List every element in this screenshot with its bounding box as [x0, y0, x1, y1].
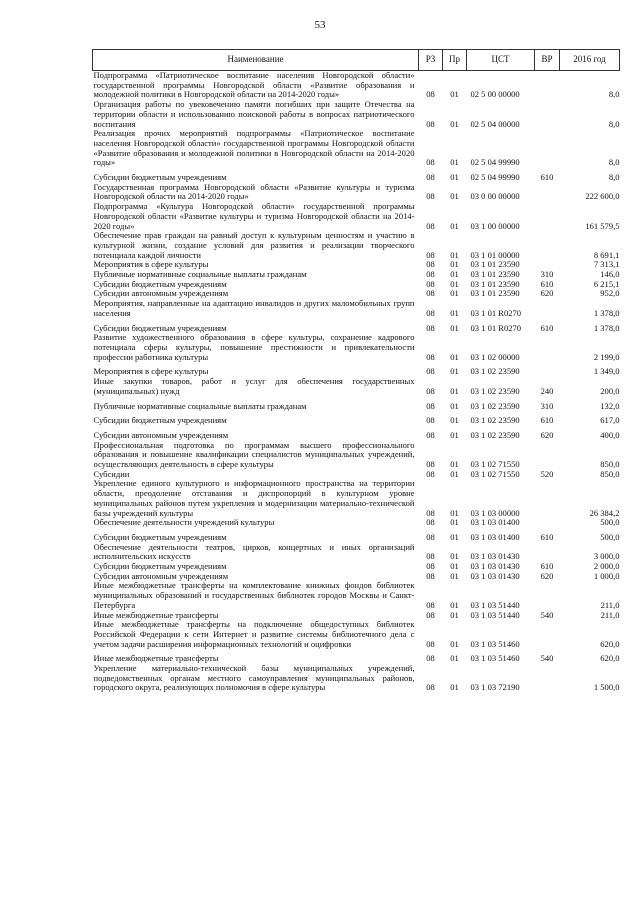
cell-sum: 617,0 [600, 415, 620, 426]
cell-pr: 01 [450, 638, 459, 649]
cell-sum: 500,0 [600, 531, 620, 542]
cell-cst: 03 1 01 00000 [470, 249, 520, 260]
cell-rz: 08 [426, 415, 435, 426]
cell-pr: 01 [450, 561, 459, 572]
cell-sum: 1 378,0 [593, 322, 620, 333]
cell-sum: 1 349,0 [593, 366, 620, 377]
table-row [93, 543, 620, 562]
cell-sum: 8,0 [608, 118, 620, 129]
table-row [93, 183, 620, 202]
header-rz: РЗ [419, 50, 443, 71]
table-row [93, 202, 620, 231]
cell-rz: 08 [426, 561, 435, 572]
cell-sum: 400,0 [600, 429, 620, 440]
cell-cst: 02 5 04 00000 [470, 118, 520, 129]
cell-pr: 01 [450, 517, 459, 528]
cell-cst: 03 1 03 01430 [470, 551, 520, 562]
cell-cst: 03 1 03 01430 [470, 570, 520, 581]
cell-pr: 01 [450, 322, 459, 333]
cell-pr: 01 [450, 599, 459, 610]
cell-name: Иные межбюджетные трансферты на подключение общедоступных библиотек Российской Федерации к сети Интернет и развитие системы библиотечного дела с учетом задачи расширения информационных технологий и оцифровки [93, 619, 415, 649]
cell-name: Иные межбюджетные трансферты на комплектование книжных фондов библиотек муниципальных образований и государственных библиотек городов Москвы и Санкт-Петербурга [93, 580, 415, 610]
cell-cst: 03 1 03 01430 [470, 561, 520, 572]
cell-cst: 03 1 01 23590 [470, 259, 520, 270]
cell-name: Иные межбюджетные трансферты [93, 609, 219, 620]
cell-cst: 03 1 03 51440 [470, 599, 520, 610]
cell-cst: 02 5 04 99990 [470, 172, 520, 183]
cell-vr [535, 664, 560, 693]
cell-rz: 08 [426, 249, 435, 260]
cell-pr: 01 [450, 415, 459, 426]
cell-cst: 03 1 02 23590 [470, 429, 520, 440]
cell-pr: 01 [450, 220, 459, 231]
cell-rz: 08 [426, 89, 435, 100]
cell-vr: 610 [540, 172, 554, 183]
cell-pr: 01 [450, 89, 459, 100]
budget-table [92, 49, 620, 693]
cell-sum: 132,0 [600, 400, 620, 411]
cell-vr: 240 [540, 385, 554, 396]
table-row [93, 620, 620, 649]
cell-rz: 08 [426, 638, 435, 649]
cell-sum: 620,0 [600, 653, 620, 664]
cell-name: Публичные нормативные социальные выплаты гражданам [93, 400, 307, 411]
table-row [93, 71, 620, 101]
cell-name: Государственная программа Новгородской области «Развитие культуры и туризма Новгородской области на 2014-2020 годы» [93, 181, 415, 202]
cell-cst: 03 1 03 01400 [470, 517, 520, 528]
cell-pr: 01 [450, 682, 459, 693]
cell-cst: 03 1 00 00000 [470, 220, 520, 231]
header-name: Наименование [93, 50, 419, 71]
cell-rz: 08 [426, 551, 435, 562]
cell-vr [535, 441, 560, 470]
table-body [93, 71, 620, 694]
cell-sum: 6 215,1 [593, 278, 620, 289]
cell-pr: 01 [450, 570, 459, 581]
table-row [93, 649, 620, 664]
cell-pr: 01 [450, 429, 459, 440]
cell-vr [535, 202, 560, 231]
cell-name: Обеспечение прав граждан на равный доступ к культурным ценностям и участию в культурной жизни, создание условий для развития и реализации творческого потенциала каждой личности [93, 230, 415, 260]
table-row [93, 426, 620, 441]
cell-cst: 03 1 02 00000 [470, 351, 520, 362]
cell-cst: 03 1 02 23590 [470, 366, 520, 377]
cell-cst: 03 1 01 R0270 [470, 322, 522, 333]
cell-vr: 520 [540, 468, 554, 479]
cell-rz: 08 [426, 429, 435, 440]
cell-sum: 500,0 [600, 517, 620, 528]
cell-vr [535, 479, 560, 518]
cell-name: Укрепление единого культурного и информационного пространства на территории области, преодоление отставания и диспропорций в культурном уровне муниципальных районов путем укрепления и модернизации материально-технической базы учреждений культуры [93, 478, 415, 518]
cell-rz: 08 [426, 653, 435, 664]
cell-cst: 03 1 02 71550 [470, 459, 520, 470]
cell-pr: 01 [450, 157, 459, 168]
cell-pr: 01 [450, 278, 459, 289]
cell-rz: 08 [426, 468, 435, 479]
cell-name: Организация работы по увековечению памяти погибших при защите Отечества на территории области и использованию поисковой работы в вопросах патриотического воспитания [93, 99, 415, 129]
header-sum: 2016 год [560, 50, 620, 71]
cell-sum: 26 384,2 [589, 507, 620, 518]
cell-vr [535, 183, 560, 202]
cell-rz: 08 [426, 682, 435, 693]
cell-pr: 01 [450, 609, 459, 620]
cell-vr: 610 [540, 322, 554, 333]
cell-rz: 08 [426, 288, 435, 299]
cell-pr: 01 [450, 249, 459, 260]
cell-pr: 01 [450, 385, 459, 396]
cell-name: Развитие художественного образования в сфере культуры, сохранение кадрового потенциала сферы культуры, повышение престижности и привлекательности профессии работника культуры [93, 332, 415, 362]
cell-cst: 03 1 01 23590 [470, 288, 520, 299]
cell-vr [535, 362, 560, 377]
cell-rz: 08 [426, 570, 435, 581]
cell-pr: 01 [450, 459, 459, 470]
cell-pr: 01 [450, 351, 459, 362]
header-cst: ЦСТ [467, 50, 535, 71]
cell-cst: 03 1 01 R0270 [470, 307, 522, 318]
cell-rz: 08 [426, 599, 435, 610]
cell-name: Иные закупки товаров, работ и услуг для обеспечения государственных (муниципальных) нужд [93, 376, 415, 396]
cell-sum: 1 378,0 [593, 307, 620, 318]
table-row [93, 231, 620, 260]
cell-cst: 03 1 02 23590 [470, 385, 520, 396]
cell-sum: 8 691,1 [593, 249, 620, 260]
cell-rz: 08 [426, 400, 435, 411]
cell-vr [535, 620, 560, 649]
cell-rz: 08 [426, 322, 435, 333]
cell-name: Субсидии бюджетным учреждениям [93, 278, 227, 289]
cell-pr: 01 [450, 400, 459, 411]
cell-name: Укрепление материально-технической базы муниципальных учреждений, подведомственных органам местного самоуправления муниципальных районов, городского округа, реализующих полномочия в сфере культуры [93, 663, 415, 693]
cell-name: Подпрограмма «Культура Новгородской области» государственной программы Новгородской области «Развитие культуры и туризма Новгородской области на 2014-2020 годы» [93, 201, 415, 231]
cell-sum: 850,0 [600, 468, 620, 479]
cell-cst: 03 1 03 00000 [470, 507, 520, 518]
table-row [93, 581, 620, 610]
cell-sum: 222 600,0 [585, 191, 620, 202]
table-row [93, 397, 620, 412]
cell-name: Субсидии [93, 468, 130, 479]
cell-pr: 01 [450, 191, 459, 202]
table-row [93, 518, 620, 528]
cell-vr: 540 [540, 653, 554, 664]
cell-cst: 03 0 00 00000 [470, 191, 520, 202]
cell-rz: 08 [426, 118, 435, 129]
cell-name: Профессиональная подготовка по программам высшего профессионального образования и повышение квалификации специалистов муниципальных учреждений, осуществляющих деятельность в сфере культуры [93, 439, 415, 470]
table-row [93, 168, 620, 183]
cell-sum: 3 000,0 [593, 551, 620, 562]
table-row [93, 333, 620, 362]
cell-vr: 540 [540, 609, 554, 620]
cell-cst: 03 1 03 01400 [470, 531, 520, 542]
cell-sum: 1 000,0 [593, 570, 620, 581]
cell-vr: 620 [540, 570, 554, 581]
cell-cst: 03 1 02 23590 [470, 415, 520, 426]
cell-cst: 03 1 01 23590 [470, 269, 520, 280]
cell-pr: 01 [450, 307, 459, 318]
cell-cst: 03 1 01 23590 [470, 278, 520, 289]
table-row [93, 664, 620, 693]
cell-sum: 952,0 [600, 288, 620, 299]
cell-pr: 01 [450, 468, 459, 479]
cell-cst: 03 1 03 72190 [470, 682, 520, 693]
cell-vr [535, 100, 560, 129]
cell-rz: 08 [426, 278, 435, 289]
cell-name: Иные межбюджетные трансферты [93, 653, 219, 664]
cell-vr: 610 [540, 561, 554, 572]
cell-name: Публичные нормативные социальные выплаты гражданам [93, 269, 307, 280]
table-row [93, 377, 620, 396]
cell-cst: 03 1 02 23590 [470, 400, 520, 411]
cell-rz: 08 [426, 507, 435, 518]
cell-cst: 02 5 00 00000 [470, 89, 520, 100]
table-row [93, 319, 620, 334]
cell-rz: 08 [426, 459, 435, 470]
cell-rz: 08 [426, 269, 435, 280]
table-row [93, 100, 620, 129]
cell-rz: 08 [426, 191, 435, 202]
cell-sum: 7 313,1 [593, 259, 620, 270]
cell-rz: 08 [426, 517, 435, 528]
table-row [93, 411, 620, 426]
cell-vr [535, 231, 560, 260]
cell-vr [535, 129, 560, 168]
cell-sum: 200,0 [600, 385, 620, 396]
cell-name: Субсидии автономным учреждениям [93, 288, 229, 299]
cell-rz: 08 [426, 609, 435, 620]
cell-pr: 01 [450, 259, 459, 270]
cell-sum: 8,0 [608, 89, 620, 100]
cell-pr: 01 [450, 118, 459, 129]
page-number: 53 [314, 19, 326, 31]
cell-pr: 01 [450, 172, 459, 183]
header-vr: ВР [535, 50, 560, 71]
cell-name: Субсидии бюджетным учреждениям [93, 561, 227, 572]
cell-vr: 310 [540, 269, 554, 280]
cell-sum: 8,0 [608, 172, 620, 183]
cell-name: Субсидии бюджетным учреждениям [93, 322, 227, 333]
table-row [93, 129, 620, 168]
cell-vr: 620 [540, 288, 554, 299]
cell-vr [535, 299, 560, 318]
cell-pr: 01 [450, 269, 459, 280]
cell-vr: 610 [540, 415, 554, 426]
cell-vr: 610 [540, 278, 554, 289]
cell-vr [535, 518, 560, 528]
cell-sum: 2 199,0 [593, 351, 620, 362]
cell-rz: 08 [426, 531, 435, 542]
cell-rz: 08 [426, 220, 435, 231]
cell-pr: 01 [450, 366, 459, 377]
cell-vr [535, 333, 560, 362]
cell-cst: 03 1 03 51440 [470, 609, 520, 620]
cell-cst: 03 1 02 71550 [470, 468, 520, 479]
cell-rz: 08 [426, 366, 435, 377]
cell-sum: 850,0 [600, 459, 620, 470]
cell-vr [535, 543, 560, 562]
header-pr: Пр [443, 50, 467, 71]
cell-rz: 08 [426, 172, 435, 183]
cell-vr [535, 71, 560, 101]
cell-pr: 01 [450, 551, 459, 562]
cell-vr [535, 581, 560, 610]
cell-name: Подпрограмма «Патриотическое воспитание населения Новгородской области» государственной программы Новгородской области «Развитие образования и молодежной политики в Новгородской области на 2014-2020 годы» [93, 70, 415, 100]
cell-sum: 8,0 [608, 157, 620, 168]
cell-cst: 03 1 03 51460 [470, 653, 520, 664]
cell-sum: 2 000,0 [593, 561, 620, 572]
cell-rz: 08 [426, 385, 435, 396]
cell-cst: 03 1 03 51460 [470, 638, 520, 649]
cell-sum: 211,0 [600, 609, 620, 620]
cell-sum: 146,0 [600, 269, 620, 280]
table-header-row [93, 50, 620, 71]
cell-sum: 620,0 [600, 638, 620, 649]
cell-sum: 1 500,0 [593, 682, 620, 693]
cell-name: Субсидии автономным учреждениям [93, 429, 229, 440]
cell-name: Субсидии автономным учреждениям [93, 570, 229, 581]
cell-name: Реализация прочих мероприятий подпрограммы «Патриотическое воспитание населения Новгородской области» государственной программы Новгородской области «Развитие образования и молодежной политики в Новгородской области на 2014-2020 годы» [93, 128, 415, 168]
cell-name: Обеспечение деятельности театров, цирков, концертных и иных организаций исполнительских искусств [93, 541, 415, 562]
cell-pr: 01 [450, 531, 459, 542]
table-row [93, 479, 620, 518]
cell-vr: 610 [540, 531, 554, 542]
cell-vr: 620 [540, 429, 554, 440]
table-row [93, 528, 620, 543]
cell-name: Мероприятия в сфере культуры [93, 366, 209, 377]
table-row [93, 441, 620, 470]
cell-name: Субсидии бюджетным учреждениям [93, 172, 227, 183]
cell-pr: 01 [450, 288, 459, 299]
cell-rz: 08 [426, 351, 435, 362]
cell-pr: 01 [450, 507, 459, 518]
cell-rz: 08 [426, 259, 435, 270]
cell-sum: 211,0 [600, 599, 620, 610]
cell-sum: 161 579,5 [585, 220, 620, 231]
cell-name: Мероприятия, направленные на адаптацию инвалидов и других маломобильных групп населения [93, 298, 415, 318]
cell-rz: 08 [426, 157, 435, 168]
cell-cst: 02 5 04 99990 [470, 157, 520, 168]
cell-pr: 01 [450, 653, 459, 664]
cell-vr: 310 [540, 400, 554, 411]
cell-name: Обеспечение деятельности учреждений культуры [93, 517, 275, 528]
table-row [93, 299, 620, 318]
table-row [93, 362, 620, 377]
cell-name: Субсидии бюджетным учреждениям [93, 415, 227, 426]
cell-name: Мероприятия в сфере культуры [93, 259, 209, 270]
cell-name: Субсидии бюджетным учреждениям [93, 531, 227, 542]
cell-rz: 08 [426, 307, 435, 318]
